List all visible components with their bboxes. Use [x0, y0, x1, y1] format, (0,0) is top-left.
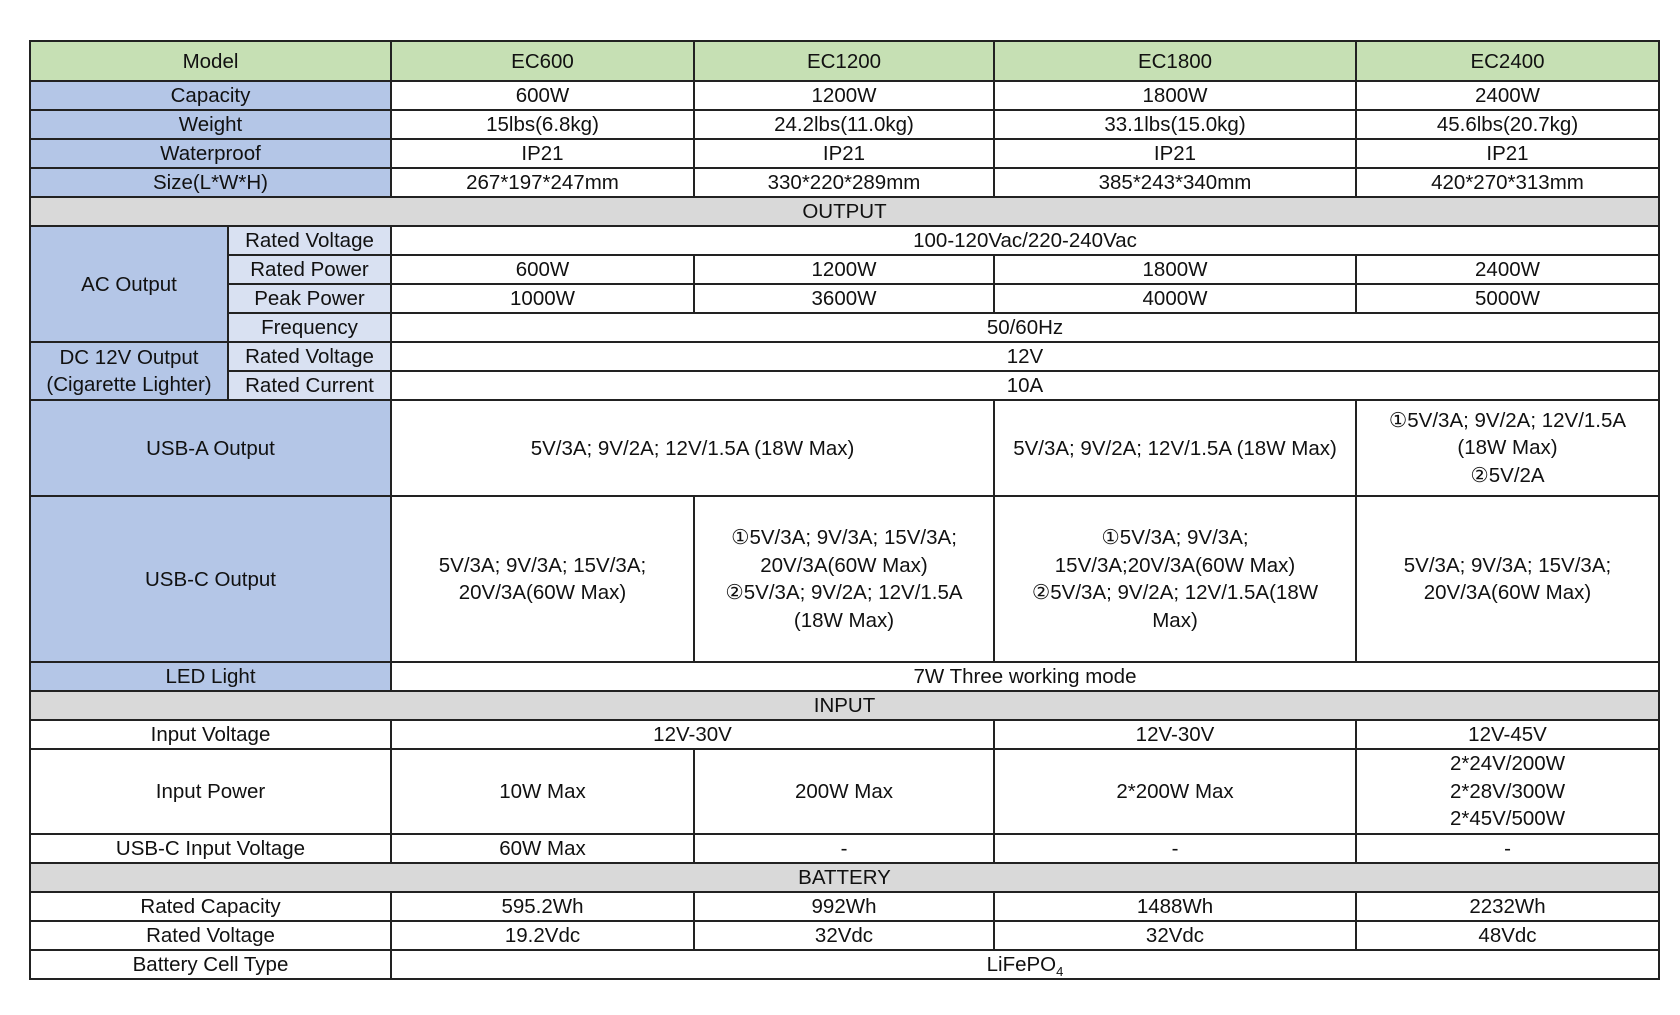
cell: 10A	[391, 371, 1659, 400]
cell: 1200W	[694, 255, 994, 284]
row-label: USB-C Output	[30, 496, 391, 662]
cell: 595.2Wh	[391, 892, 694, 921]
line: ②5V/2A	[1470, 463, 1545, 487]
cell: 7W Three working mode	[391, 662, 1659, 691]
model-ec1200: EC1200	[694, 41, 994, 81]
ac-output-label: AC Output	[30, 226, 228, 342]
cell: 60W Max	[391, 834, 694, 863]
line: 20V/3A(60W Max)	[760, 553, 928, 577]
battery-rated-voltage-row	[30, 921, 1659, 950]
row-label: Rated Capacity	[30, 892, 391, 921]
line: 2*24V/200W	[1449, 752, 1566, 775]
row-label: USB-C Input Voltage	[30, 834, 391, 863]
battery-section-row	[30, 863, 1659, 892]
cell: 100-120Vac/220-240Vac	[391, 226, 1659, 255]
cell: 12V-30V	[391, 720, 994, 749]
cell: 1800W	[994, 81, 1356, 110]
cell: -	[1356, 834, 1659, 863]
capacity-row	[30, 81, 1659, 110]
led-row	[30, 662, 1659, 691]
row-label: LED Light	[30, 662, 391, 691]
cell: 15lbs(6.8kg)	[391, 110, 694, 139]
cell: 12V	[391, 342, 1659, 371]
model-ec2400: EC2400	[1356, 41, 1659, 81]
cell: 5V/3A; 9V/2A; 12V/1.5A (18W Max)	[994, 400, 1356, 496]
waterproof-row	[30, 139, 1659, 168]
input-section-row	[30, 691, 1659, 720]
cell: 5000W	[1356, 284, 1659, 313]
model-ec1800: EC1800	[994, 41, 1356, 81]
ac-peak-power-row	[30, 284, 1659, 313]
rated-capacity-row	[30, 892, 1659, 921]
cell: 1488Wh	[994, 892, 1356, 921]
row-label: Capacity	[30, 81, 391, 110]
cell: 2232Wh	[1356, 892, 1659, 921]
line: 5V/3A; 9V/3A; 15V/3A;	[438, 553, 647, 577]
row-label: Waterproof	[30, 139, 391, 168]
usb-a-row	[30, 400, 1659, 496]
dc-label-line-2: (Cigarette Lighter)	[46, 373, 212, 396]
cell: 33.1lbs(15.0kg)	[994, 110, 1356, 139]
row-label: Input Voltage	[30, 720, 391, 749]
cell-multiline	[391, 496, 694, 662]
dc-rated-voltage-row	[30, 342, 1659, 371]
cell-type-main: LiFePO	[986, 952, 1057, 976]
cell-multiline	[1356, 400, 1659, 496]
cell: -	[694, 834, 994, 863]
cell: 12V-45V	[1356, 720, 1659, 749]
cell: 2*200W Max	[994, 749, 1356, 834]
sub-label: Frequency	[228, 313, 391, 342]
cell-type-subscript: 4	[1056, 963, 1064, 979]
input-power-row	[30, 749, 1659, 834]
line: ①5V/3A; 9V/2A; 12V/1.5A	[1388, 408, 1627, 432]
line: 20V/3A(60W Max)	[458, 581, 627, 604]
row-label: Weight	[30, 110, 391, 139]
dc-output-label	[30, 342, 228, 400]
line: Max)	[1152, 608, 1198, 632]
cell: 48Vdc	[1356, 921, 1659, 950]
cell: 600W	[391, 255, 694, 284]
line: 20V/3A(60W Max)	[1423, 581, 1592, 604]
row-label: Battery Cell Type	[30, 950, 391, 979]
cell: 1200W	[694, 81, 994, 110]
ac-rated-power-row	[30, 255, 1659, 284]
section-title-output: OUTPUT	[30, 197, 1659, 226]
line: (18W Max)	[1457, 436, 1558, 460]
sub-label: Rated Voltage	[228, 342, 391, 371]
cell: 267*197*247mm	[391, 168, 694, 197]
cell: 330*220*289mm	[694, 168, 994, 197]
model-ec600: EC600	[391, 41, 694, 81]
dc-rated-current-row	[30, 371, 1659, 400]
cell: 45.6lbs(20.7kg)	[1356, 110, 1659, 139]
section-title-battery: BATTERY	[30, 863, 1659, 892]
cell: -	[994, 834, 1356, 863]
section-title-input: INPUT	[30, 691, 1659, 720]
output-section-row	[30, 197, 1659, 226]
cell: 3600W	[694, 284, 994, 313]
cell: 5V/3A; 9V/2A; 12V/1.5A (18W Max)	[391, 400, 994, 496]
line: ①5V/3A; 9V/3A;	[1101, 526, 1249, 549]
cell: 2400W	[1356, 81, 1659, 110]
cell: 992Wh	[694, 892, 994, 921]
cell-multiline	[1356, 749, 1659, 834]
line: 15V/3A;20V/3A(60W Max)	[1054, 553, 1296, 577]
line: ②5V/3A; 9V/2A; 12V/1.5A	[725, 581, 963, 604]
cell: 1000W	[391, 284, 694, 313]
spec-table	[29, 40, 1660, 980]
header-row	[30, 41, 1659, 81]
row-label: Input Power	[30, 749, 391, 834]
cell: 10W Max	[391, 749, 694, 834]
sub-label: Peak Power	[228, 284, 391, 313]
cell: 50/60Hz	[391, 313, 1659, 342]
sub-label: Rated Voltage	[228, 226, 391, 255]
weight-row	[30, 110, 1659, 139]
sub-label: Rated Current	[228, 371, 391, 400]
cell: 32Vdc	[694, 921, 994, 950]
line: 5V/3A; 9V/3A; 15V/3A;	[1403, 553, 1612, 577]
usb-c-row	[30, 496, 1659, 662]
cell-type-value	[391, 950, 1659, 979]
cell: IP21	[1356, 139, 1659, 168]
cell-multiline	[1356, 496, 1659, 662]
ac-rated-voltage-row	[30, 226, 1659, 255]
cell: IP21	[391, 139, 694, 168]
cell: 12V-30V	[994, 720, 1356, 749]
row-label: Rated Voltage	[30, 921, 391, 950]
input-voltage-row	[30, 720, 1659, 749]
row-label: USB-A Output	[30, 400, 391, 496]
size-row	[30, 168, 1659, 197]
cell: 1800W	[994, 255, 1356, 284]
cell-multiline	[994, 496, 1356, 662]
cell: 385*243*340mm	[994, 168, 1356, 197]
cell: IP21	[694, 139, 994, 168]
cell: 24.2lbs(11.0kg)	[694, 110, 994, 139]
usb-c-input-row	[30, 834, 1659, 863]
dc-label-line-1: DC 12V Output	[59, 345, 199, 369]
line: ②5V/3A; 9V/2A; 12V/1.5A(18W	[1031, 581, 1319, 604]
ac-frequency-row	[30, 313, 1659, 342]
line: 2*28V/300W	[1449, 779, 1566, 803]
line: (18W Max)	[793, 608, 895, 632]
cell: 19.2Vdc	[391, 921, 694, 950]
cell: 2400W	[1356, 255, 1659, 284]
cell-multiline	[694, 496, 994, 662]
row-label: Size(L*W*H)	[30, 168, 391, 197]
line: ①5V/3A; 9V/3A; 15V/3A;	[731, 526, 957, 549]
model-header: Model	[30, 41, 391, 81]
cell: IP21	[994, 139, 1356, 168]
cell: 4000W	[994, 284, 1356, 313]
cell: 600W	[391, 81, 694, 110]
cell: 32Vdc	[994, 921, 1356, 950]
sub-label: Rated Power	[228, 255, 391, 284]
cell-type-row	[30, 950, 1659, 979]
line: 2*45V/500W	[1449, 807, 1566, 830]
cell: 420*270*313mm	[1356, 168, 1659, 197]
cell: 200W Max	[694, 749, 994, 834]
